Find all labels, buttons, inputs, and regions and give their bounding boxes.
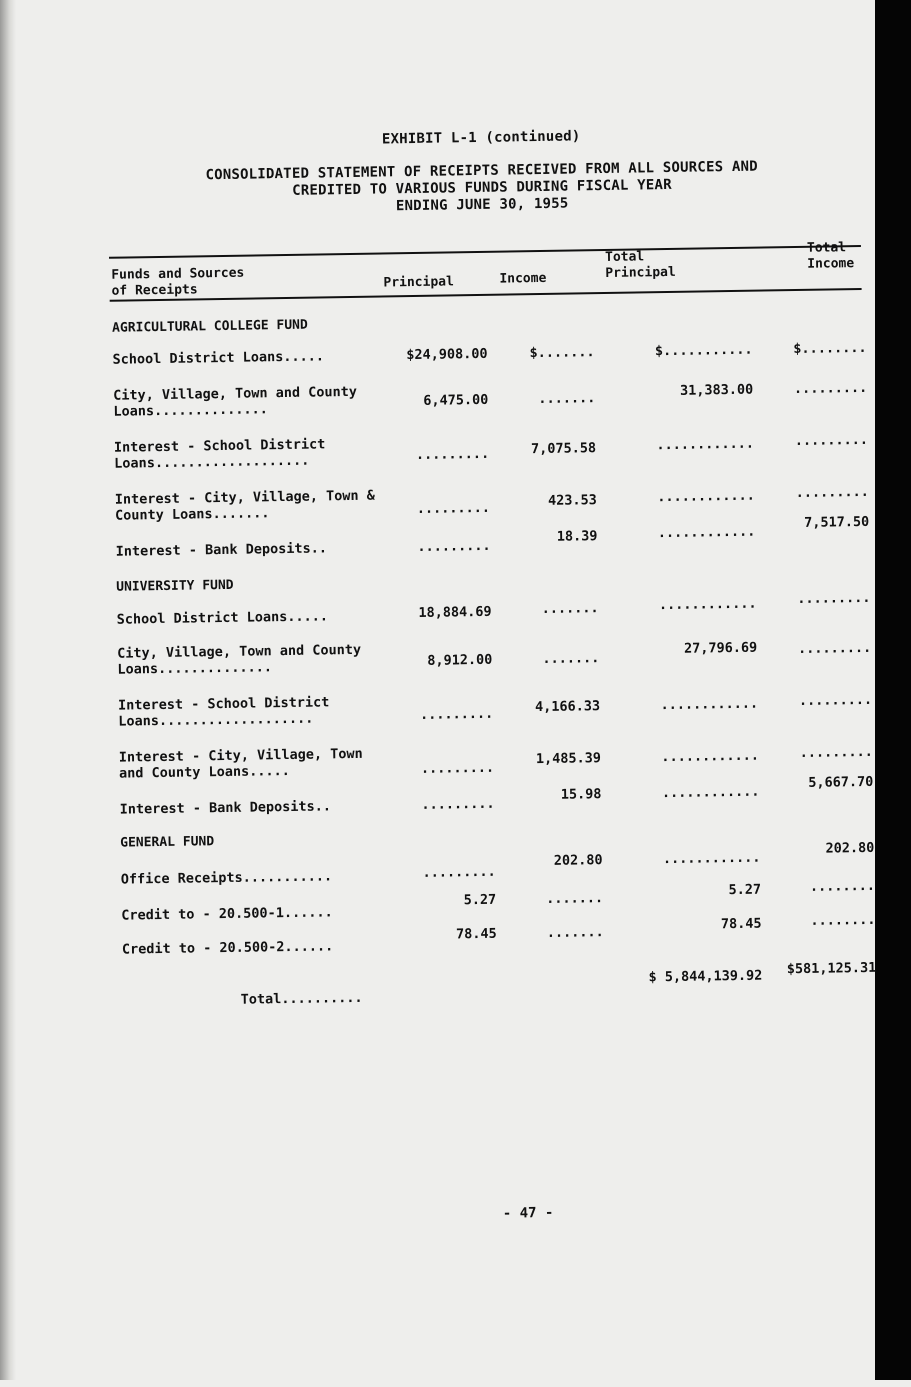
income-value: ....... — [542, 650, 600, 668]
row-label: Office Receipts........... — [120, 868, 333, 888]
income-value: 4,166.33 — [534, 698, 601, 716]
principal-value: ......... — [420, 759, 495, 777]
row-label: School District Loans..... — [112, 348, 325, 368]
income-value: 18.39 — [556, 528, 598, 545]
title-line-3: ENDING JUNE 30, 1955 — [395, 195, 569, 215]
income-value: ....... — [546, 890, 604, 907]
total-income-value: ......... — [797, 589, 871, 608]
col-total-income-head-line2: Income — [807, 256, 855, 272]
row-label: Interest - Bank Deposits.. — [119, 798, 332, 818]
total-principal-value: ............ — [658, 595, 757, 614]
total-label: Total.......... — [240, 989, 363, 1008]
col-funds-head-line2: of Receipts — [111, 282, 198, 299]
col-total-income-head-line1: Total — [806, 240, 847, 256]
total-principal-value: 31,383.00 — [679, 381, 754, 399]
grand-total-income: $581,125.31 — [786, 959, 877, 978]
principal-value: 5.27 — [463, 891, 497, 909]
col-funds-head-line1: Funds and Sources — [111, 265, 245, 283]
principal-value: ......... — [415, 445, 490, 463]
total-principal-value: $........... — [654, 341, 753, 360]
total-income-value: ......... — [795, 483, 869, 502]
row-label: Credit to - 20.500-1...... — [121, 904, 333, 924]
section-agricultural-college-fund: AGRICULTURAL COLLEGE FUND — [111, 317, 308, 336]
header-rule-bottom — [110, 288, 862, 302]
row-label: School District Loans..... — [116, 608, 329, 628]
income-value: 1,485.39 — [535, 750, 602, 768]
principal-value: 18,884.69 — [418, 603, 492, 621]
col-total-principal-head-line1: Total — [604, 249, 645, 265]
income-value: 202.80 — [553, 852, 603, 869]
total-income-value: ......... — [799, 743, 873, 761]
total-principal-value: 27,796.69 — [683, 639, 758, 657]
row-label: City, Village, Town and County Loans.............. — [113, 383, 358, 420]
total-income-value: ......... — [798, 691, 873, 709]
total-income-value: ......... — [794, 431, 869, 450]
income-value: 7,075.58 — [530, 440, 597, 458]
total-income-value: ........ — [809, 877, 876, 895]
row-label: City, Village, Town and County Loans.............. — [117, 641, 362, 678]
total-principal-value: 5.27 — [728, 881, 762, 899]
total-principal-value: ............ — [657, 523, 756, 542]
row-label: Interest - School District Loans................... — [113, 436, 326, 472]
total-income-value: ......... — [797, 639, 872, 657]
page-number: - 47 - — [502, 1204, 554, 1222]
income-value: $....... — [529, 344, 595, 362]
income-value: ....... — [541, 600, 599, 618]
row-label: Interest - City, Village, Town & County Loans....... — [114, 487, 375, 524]
principal-value: ......... — [422, 863, 496, 881]
principal-value: ......... — [416, 499, 491, 517]
title-line-2: CREDITED TO VARIOUS FUNDS DURING FISCAL YEAR — [292, 176, 672, 199]
total-income-value: 5,667.70 — [808, 773, 874, 791]
principal-value: 78.45 — [455, 925, 497, 943]
principal-value: ......... — [419, 705, 494, 723]
header-rule-top — [109, 245, 861, 259]
total-income-value: 7,517.50 — [804, 513, 870, 531]
total-income-value: $........ — [793, 339, 867, 358]
row-label: Interest - Bank Deposits.. — [115, 540, 328, 560]
row-label: Credit to - 20.500-2...... — [121, 938, 334, 958]
income-value: ....... — [538, 390, 596, 408]
principal-value: $24,908.00 — [406, 345, 488, 364]
total-principal-value: 78.45 — [720, 915, 762, 933]
total-principal-value: ............ — [661, 747, 760, 766]
income-value: 15.98 — [560, 786, 602, 803]
income-value: ....... — [546, 924, 604, 941]
total-principal-value: ............ — [660, 695, 759, 714]
total-principal-value: ............ — [656, 435, 755, 454]
section-university-fund: UNIVERSITY FUND — [116, 577, 234, 595]
col-total-principal-head-line2: Principal — [605, 264, 676, 281]
total-income-value: 202.80 — [825, 839, 875, 857]
grand-total-principal: $ 5,844,139.92 — [648, 967, 763, 986]
section-general-fund: GENERAL FUND — [120, 834, 215, 851]
col-principal-head: Principal — [383, 274, 454, 291]
col-income-head: Income — [499, 270, 547, 287]
exhibit-label: EXHIBIT L-1 (continued) — [381, 128, 581, 148]
total-principal-value: ............ — [661, 783, 760, 802]
total-principal-value: ............ — [662, 849, 761, 868]
income-value: 423.53 — [547, 492, 598, 509]
total-income-value: ........ — [810, 911, 876, 929]
principal-value: ......... — [417, 537, 491, 555]
title-line-1: CONSOLIDATED STATEMENT OF RECEIPTS RECEIVED FROM ALL SOURCES AND — [205, 158, 758, 184]
principal-value: 8,912.00 — [427, 651, 493, 669]
total-income-value: ......... — [793, 379, 868, 398]
principal-value: ......... — [421, 795, 495, 813]
row-label: Interest - School District Loans................... — [117, 694, 330, 730]
principal-value: 6,475.00 — [423, 391, 489, 409]
row-label: Interest - City, Village, Town and County Loans..... — [118, 745, 363, 782]
total-principal-value: ............ — [657, 487, 755, 506]
